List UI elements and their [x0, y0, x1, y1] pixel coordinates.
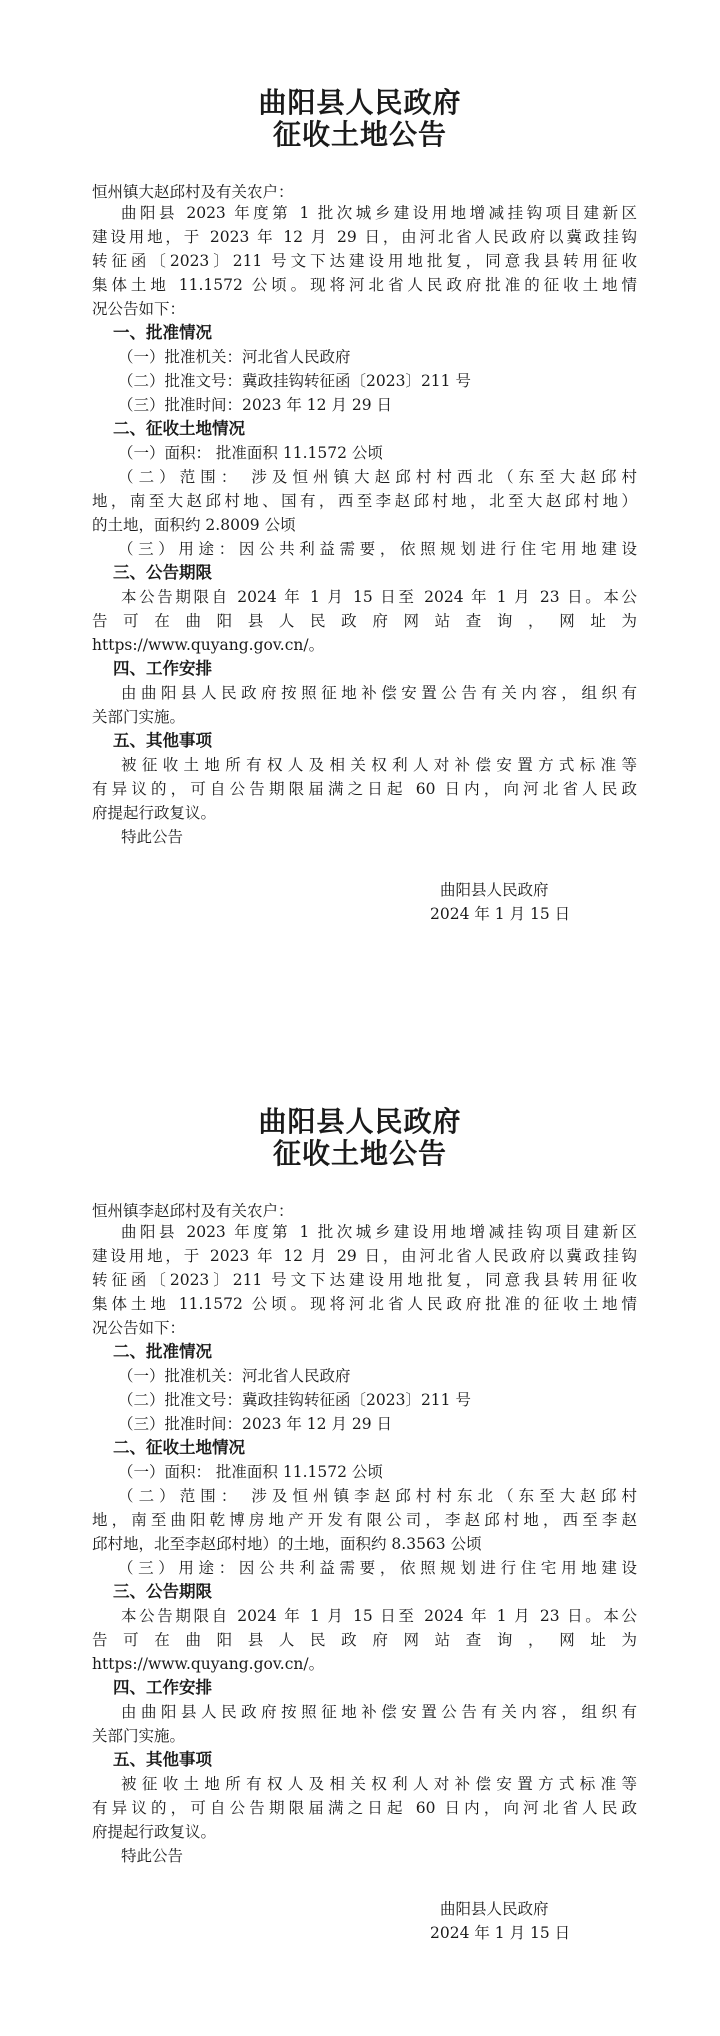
intro-line: 建设用地，于 2023 年 12 月 29 日，由河北省人民政府以冀政挂钩 — [92, 228, 637, 246]
notice-1 — [0, 0, 720, 1000]
land-use: （三）用途：因公共利益需要，依照规划进行住宅用地建设 — [118, 540, 637, 558]
section-heading: 二、征收土地情况 — [113, 419, 245, 438]
notice-title-line2: 征收土地公告 — [272, 1137, 447, 1170]
signature-date: 2024 年 1 月 15 日 — [430, 1924, 571, 1942]
work-line: 由曲阳县人民政府按照征地补偿安置公告有关内容，组织有 — [121, 684, 637, 702]
section-heading: 一、批准情况 — [113, 323, 212, 342]
period-line: 告可在曲阳县人民政府网站查询，网址为 — [92, 1631, 637, 1649]
addressee: 恒州镇李赵邱村及有关农户： — [92, 1202, 294, 1220]
land-range-line: 地，南至大赵邱村地、国有，西至李赵邱村地，北至大赵邱村地） — [92, 492, 637, 510]
addressee: 恒州镇大赵邱村及有关农户： — [92, 183, 294, 201]
land-area: （一）面积： 批准面积 11.1572 公顷 — [118, 444, 383, 462]
section-heading: 二、批准情况 — [113, 1342, 212, 1361]
other-line: 有异议的，可自公告期限届满之日起 60 日内，向河北省人民政 — [92, 1799, 637, 1817]
intro-line: 集体土地 11.1572 公顷。现将河北省人民政府批准的征收土地情 — [92, 1295, 637, 1313]
signature-org: 曲阳县人民政府 — [440, 881, 549, 899]
other-line: 被征收土地所有权人及相关权利人对补偿安置方式标准等 — [121, 1775, 637, 1793]
land-range-line: 的土地，面积约 2.8009 公顷 — [92, 516, 296, 534]
intro-line: 集体土地 11.1572 公顷。现将河北省人民政府批准的征收土地情 — [92, 276, 637, 294]
land-range-line: 邱村地，北至李赵邱村地）的土地，面积约 8.3563 公顷 — [92, 1535, 482, 1553]
website-url: https://www.quyang.gov.cn/。 — [92, 1655, 325, 1673]
notice-title-line2: 征收土地公告 — [272, 118, 447, 151]
period-line: 告可在曲阳县人民政府网站查询，网址为 — [92, 612, 637, 630]
section-heading: 三、公告期限 — [113, 1582, 212, 1601]
period-line: 本公告期限自 2024 年 1 月 15 日至 2024 年 1 月 23 日。本公 — [121, 588, 637, 606]
work-line: 关部门实施。 — [92, 708, 186, 726]
other-line: 有异议的，可自公告期限届满之日起 60 日内，向河北省人民政 — [92, 780, 637, 798]
land-range-line: 地，南至曲阳乾博房地产开发有限公司，李赵邱村地，西至李赵 — [92, 1511, 637, 1529]
closing: 特此公告 — [121, 1847, 184, 1865]
intro-line: 转征函〔2023〕211 号文下达建设用地批复，同意我县转用征收 — [92, 1271, 637, 1289]
section-heading: 四、工作安排 — [113, 1678, 212, 1697]
other-line: 府提起行政复议。 — [92, 1823, 217, 1841]
section-heading: 五、其他事项 — [113, 1750, 212, 1769]
section-heading: 三、公告期限 — [113, 563, 212, 582]
section-heading: 二、征收土地情况 — [113, 1438, 245, 1457]
other-line: 被征收土地所有权人及相关权利人对补偿安置方式标准等 — [121, 756, 637, 774]
land-area: （一）面积： 批准面积 11.1572 公顷 — [118, 1463, 383, 1481]
signature-org: 曲阳县人民政府 — [440, 1900, 549, 1918]
closing: 特此公告 — [121, 828, 184, 846]
approval-authority: （一）批准机关：河北省人民政府 — [118, 348, 351, 366]
approval-date: （三）批准时间：2023 年 12 月 29 日 — [118, 1415, 393, 1433]
approval-doc-number: （二）批准文号：冀政挂钩转征函〔2023〕211 号 — [118, 1391, 471, 1409]
land-use: （三）用途：因公共利益需要，依照规划进行住宅用地建设 — [118, 1559, 637, 1577]
land-range-line: （二）范围： 涉及恒州镇大赵邱村村西北（东至大赵邱村 — [118, 468, 637, 486]
land-range-line: （二）范围： 涉及恒州镇李赵邱村村东北（东至大赵邱村 — [118, 1487, 637, 1505]
website-url: https://www.quyang.gov.cn/。 — [92, 636, 325, 654]
approval-authority: （一）批准机关：河北省人民政府 — [118, 1367, 351, 1385]
notice-2 — [0, 1019, 720, 2019]
approval-doc-number: （二）批准文号：冀政挂钩转征函〔2023〕211 号 — [118, 372, 471, 390]
intro-line: 况公告如下： — [92, 300, 186, 318]
intro-line: 转征函〔2023〕211 号文下达建设用地批复，同意我县转用征收 — [92, 252, 637, 270]
intro-line: 曲阳县 2023 年度第 1 批次城乡建设用地增减挂钩项目建新区 — [121, 204, 637, 222]
approval-date: （三）批准时间：2023 年 12 月 29 日 — [118, 396, 393, 414]
section-heading: 四、工作安排 — [113, 659, 212, 678]
intro-line: 曲阳县 2023 年度第 1 批次城乡建设用地增减挂钩项目建新区 — [121, 1223, 637, 1241]
period-line: 本公告期限自 2024 年 1 月 15 日至 2024 年 1 月 23 日。本公 — [121, 1607, 637, 1625]
other-line: 府提起行政复议。 — [92, 804, 217, 822]
intro-line: 建设用地，于 2023 年 12 月 29 日，由河北省人民政府以冀政挂钩 — [92, 1247, 637, 1265]
notice-title-line1: 曲阳县人民政府 — [258, 1105, 462, 1138]
intro-line: 况公告如下： — [92, 1319, 186, 1337]
section-heading: 五、其他事项 — [113, 731, 212, 750]
work-line: 由曲阳县人民政府按照征地补偿安置公告有关内容，组织有 — [121, 1703, 637, 1721]
signature-date: 2024 年 1 月 15 日 — [430, 905, 571, 923]
notice-title-line1: 曲阳县人民政府 — [258, 86, 462, 119]
work-line: 关部门实施。 — [92, 1727, 186, 1745]
